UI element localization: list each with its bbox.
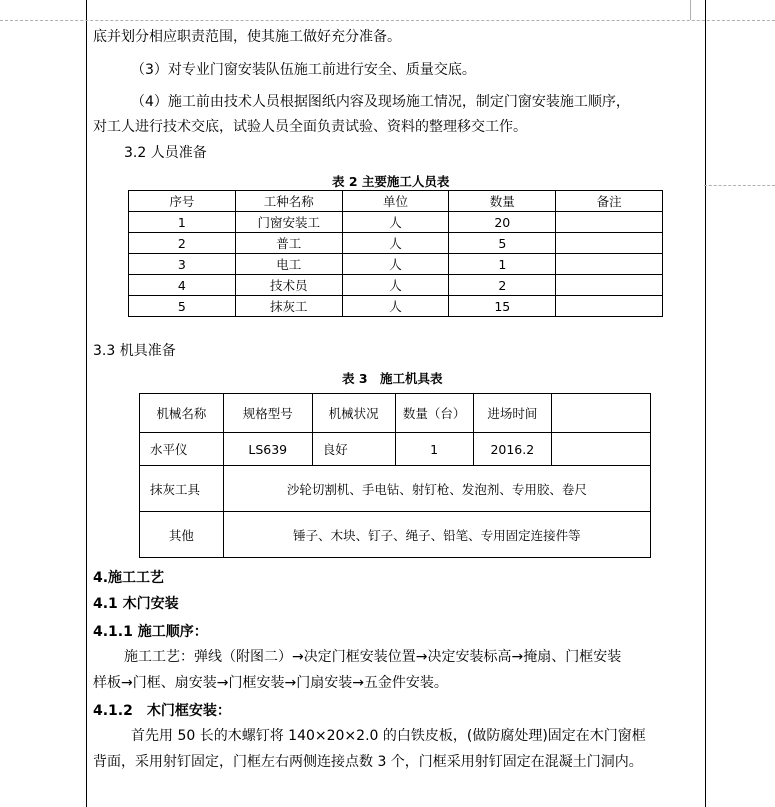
table-row (140, 433, 651, 466)
table-row (129, 233, 663, 254)
table-3-caption: 表 3 施工机具表 (342, 371, 443, 386)
table-row (140, 466, 651, 512)
table-row (140, 512, 651, 558)
equipment-table (139, 393, 651, 558)
table-cell: 5 (129, 296, 236, 317)
header-cell: 机械名称 (140, 394, 224, 433)
table-cell: 良好 (312, 433, 395, 466)
table-cell: 人 (342, 212, 449, 233)
table-cell: 其他 (140, 512, 224, 558)
table-cell: 20 (449, 212, 556, 233)
table-2-caption: 表 2 主要施工人员表 (332, 174, 450, 189)
section-3-2-heading: 3.2 人员准备 (124, 145, 207, 161)
header-cell (551, 394, 650, 433)
table-cell (556, 233, 663, 254)
table-cell: 沙轮切割机、手电钻、射钉枪、发泡剂、专用胶、卷尺 (223, 466, 650, 512)
table-cell: LS639 (223, 433, 312, 466)
header-cell: 单位 (342, 191, 449, 212)
table-cell: 抹灰工具 (140, 466, 224, 512)
table-cell: 技术员 (235, 275, 342, 296)
table-cell: 15 (449, 296, 556, 317)
section-3-3-heading: 3.3 机具准备 (93, 343, 176, 359)
table-cell (556, 296, 663, 317)
frame-install-paragraph-line2: 背面，采用射钉固定，门框左右两侧连接点数 3 个，门框采用射钉固定在混凝土门洞内。 (93, 754, 643, 770)
header-cell: 进场时间 (473, 394, 551, 433)
paragraph-2: （3）对专业门窗安装队伍施工前进行安全、质量交底。 (131, 62, 476, 78)
section-4-heading: 4.施工工艺 (93, 570, 165, 586)
table-cell: 人 (342, 254, 449, 275)
header-cell: 规格型号 (223, 394, 312, 433)
section-4-1-2-heading: 4.1.2 木门框安装： (93, 703, 231, 719)
table-cell: 门窗安装工 (235, 212, 342, 233)
margin-guide (690, 0, 691, 20)
paragraph-1: 底并划分相应职责范围，使其施工做好充分准备。 (93, 29, 401, 45)
header-cell: 数量 (449, 191, 556, 212)
table-row (129, 212, 663, 233)
paragraph-3-line2: 对工人进行技术交底，试验人员全面负责试验、资料的整理移交工作。 (93, 119, 527, 135)
table-cell (556, 254, 663, 275)
table-cell: 1 (129, 212, 236, 233)
table-cell: 4 (129, 275, 236, 296)
table-cell: 水平仪 (140, 433, 224, 466)
table-row (129, 254, 663, 275)
process-paragraph-line2: 样板→门框、扇安装→门框安装→门扇安装→五金件安装。 (93, 675, 448, 691)
table-cell (551, 433, 650, 466)
header-cell: 备注 (556, 191, 663, 212)
table-cell: 2 (129, 233, 236, 254)
table-cell: 电工 (235, 254, 342, 275)
table-cell: 抹灰工 (235, 296, 342, 317)
header-cell: 工种名称 (235, 191, 342, 212)
header-cell: 数量（台） (395, 394, 473, 433)
header-cell: 序号 (129, 191, 236, 212)
table-cell: 2016.2 (473, 433, 551, 466)
table-cell: 人 (342, 233, 449, 254)
frame-install-paragraph-line1: 首先用 50 长的木螺钉将 140×20×2.0 的白铁皮板，(做防腐处理)固定在木门窗框 (131, 728, 646, 744)
table-cell (556, 212, 663, 233)
table-cell: 普工 (235, 233, 342, 254)
table-cell: 锤子、木块、钉子、绳子、铅笔、专用固定连接件等 (223, 512, 650, 558)
page-side-guide (704, 185, 775, 186)
process-paragraph-line1: 施工工艺：弹线（附图二）→决定门框安装位置→决定安装标高→掩扇、门框安装 (124, 649, 622, 665)
table-cell: 人 (342, 296, 449, 317)
header-cell: 机械状况 (312, 394, 395, 433)
table-cell: 1 (449, 254, 556, 275)
table-cell: 5 (449, 233, 556, 254)
table-cell: 人 (342, 275, 449, 296)
table-cell (556, 275, 663, 296)
table-row (129, 275, 663, 296)
table-cell: 3 (129, 254, 236, 275)
table-header-row (129, 191, 663, 212)
personnel-table (128, 190, 663, 317)
table-cell: 2 (449, 275, 556, 296)
table-header-row (140, 394, 651, 433)
section-4-1-heading: 4.1 木门安装 (93, 596, 179, 612)
section-4-1-1-heading: 4.1.1 施工顺序： (93, 624, 208, 640)
table-row (129, 296, 663, 317)
page-top-guide (0, 20, 775, 21)
table-cell: 1 (395, 433, 473, 466)
paragraph-3-line1: （4）施工前由技术人员根据图纸内容及现场施工情况，制定门窗安装施工顺序， (131, 94, 630, 110)
